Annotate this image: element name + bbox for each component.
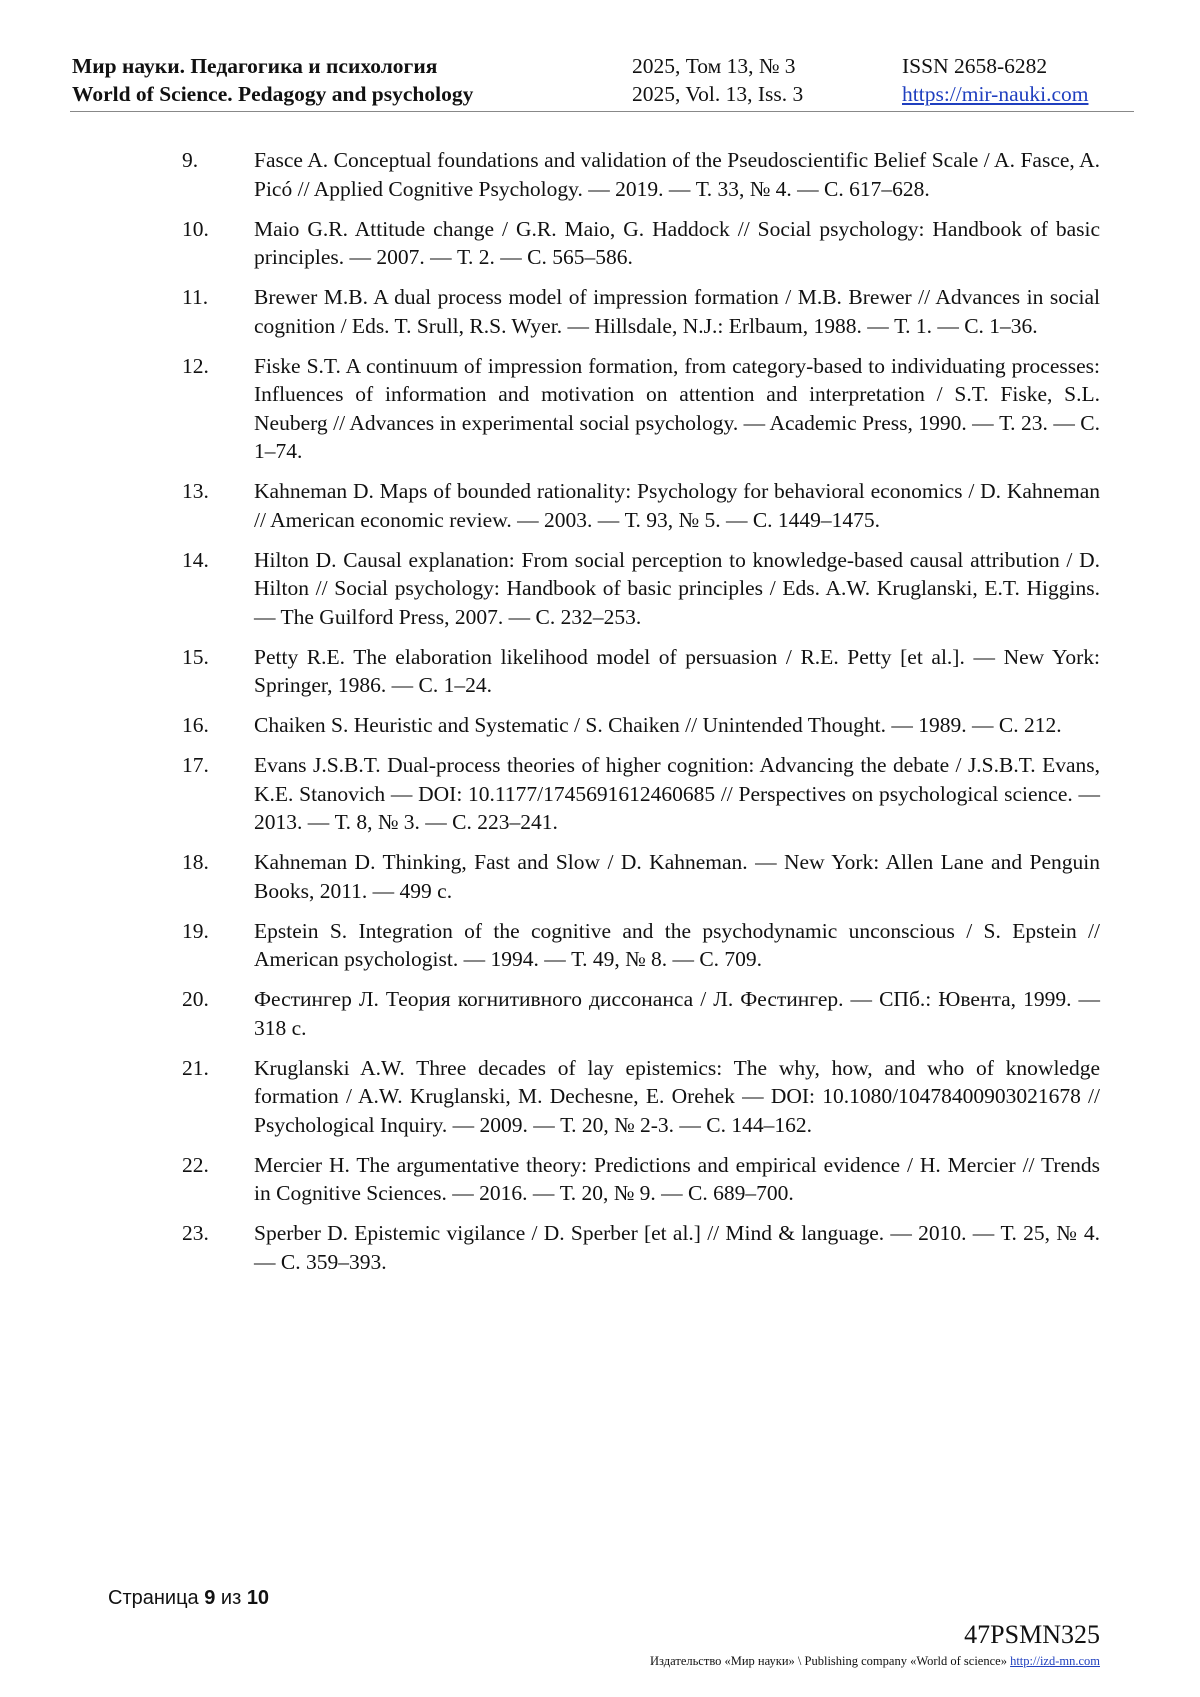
- publisher-text: Издательство «Мир науки» \ Publishing company «World of science»: [650, 1654, 1007, 1668]
- reference-item: [182, 711, 1100, 740]
- reference-text: Kahneman D. Thinking, Fast and Slow / D. Kahneman. — New York: Allen Lane and Penguin Books, 2011. — 499 с.: [254, 850, 1100, 903]
- reference-text: Kruglanski A.W. Three decades of lay epistemics: The why, how, and who of knowledge formation / A.W. Kruglanski, M. Dechesne, E. Orehek — DOI: 10.1080/10478400903021678 // Psychological Inquiry. — 2009. — Т. 20, № 2-3. — С. 144–162.: [254, 1055, 1100, 1137]
- reference-number: 11.: [182, 285, 209, 309]
- reference-text: Mercier H. The argumentative theory: Predictions and empirical evidence / H. Mercier // Trends in Cognitive Sciences. — 2016. — Т. 20, № 9. — С. 689–700.: [254, 1152, 1100, 1205]
- reference-list: [182, 146, 1100, 1288]
- issue-en: 2025, Vol. 13, Iss. 3: [632, 82, 804, 106]
- journal-title-en: World of Science. Pedagogy and psychology: [72, 82, 474, 106]
- reference-number: 22.: [182, 1152, 209, 1177]
- reference-text: Maio G.R. Attitude change / G.R. Maio, G. Haddock // Social psychology: Handbook of basic principles. — 2007. — Т. 2. — С. 565–586.: [254, 216, 1100, 269]
- reference-text: Kahneman D. Maps of bounded rationality: Psychology for behavioral economics / D. Kahneman // American economic review. — 2003. — Т. 93, № 5. — С. 1449–1475.: [254, 479, 1100, 532]
- reference-item: [182, 477, 1100, 534]
- article-code: 47PSMN325: [964, 1620, 1100, 1649]
- reference-item: [182, 643, 1100, 700]
- page-label: Страница: [108, 1587, 199, 1609]
- reference-item: [182, 215, 1100, 272]
- reference-text: Brewer M.B. A dual process model of impression formation / M.B. Brewer // Advances in social cognition / Eds. T. Srull, R.S. Wyer. — Hillsdale, N.J.: Erlbaum, 1988. — Т. 1. — С. 1–36.: [254, 285, 1100, 338]
- reference-number: 13.: [182, 479, 209, 503]
- reference-text: Evans J.S.B.T. Dual-process theories of higher cognition: Advancing the debate / J.S.B.T. Evans, K.E. Stanovich — DOI: 10.1177/1745691612460685 // Perspectives on psychological science. — 2013. — Т. 8, № 3. — С. 223–241.: [254, 753, 1100, 834]
- reference-text: Hilton D. Causal explanation: From social perception to knowledge-based causal attribution / D. Hilton // Social psychology: Handbook of basic principles / Eds. A.W. Kruglanski, E.T. Higgins. — The Guilford Press, 2007. — С. 232–253.: [254, 547, 1100, 629]
- reference-item: [182, 917, 1100, 974]
- reference-text: Фестингер Л. Теория когнитивного диссонанса / Л. Фестингер. — СПб.: Ювента, 1999. — 318 с.: [254, 987, 1100, 1040]
- reference-number: 19.: [182, 918, 209, 943]
- reference-text: Petty R.E. The elaboration likelihood model of persuasion / R.E. Petty [et al.]. — New York: Springer, 1986. — С. 1–24.: [254, 644, 1100, 697]
- journal-title-ru: Мир науки. Педагогика и психология: [72, 54, 438, 78]
- page-total: 10: [246, 1587, 270, 1609]
- reference-item: [182, 146, 1100, 203]
- page-of: из: [220, 1587, 242, 1609]
- reference-text: Epstein S. Integration of the cognitive and the psychodynamic unconscious / S. Epstein // American psychologist. — 1994. — Т. 49, № 8. — С. 709.: [254, 918, 1100, 971]
- reference-text: Fasce A. Conceptual foundations and validation of the Pseudoscientific Belief Scale / A. Fasce, A. Picó // Applied Cognitive Psychology. — 2019. — Т. 33, № 4. — С. 617–628.: [254, 148, 1100, 201]
- reference-number: 20.: [182, 987, 209, 1011]
- reference-text: Chaiken S. Heuristic and Systematic / S. Chaiken // Unintended Thought. — 1989. — С. 212.: [254, 713, 1062, 737]
- page-counter: [108, 1587, 269, 1610]
- reference-number: 16.: [182, 713, 209, 737]
- publisher-url-link[interactable]: http://izd-mn.com: [1010, 1654, 1100, 1668]
- reference-number: 18.: [182, 850, 209, 874]
- publisher-line: [650, 1654, 1100, 1668]
- reference-number: 12.: [182, 353, 209, 378]
- reference-number: 10.: [182, 216, 209, 241]
- reference-item: [182, 352, 1100, 466]
- reference-text: Sperber D. Epistemic vigilance / D. Sperber [et al.] // Mind & language. — 2010. — Т. 25, № 4. — С. 359–393.: [254, 1221, 1100, 1274]
- reference-item: [182, 848, 1100, 905]
- reference-item: [182, 283, 1100, 340]
- reference-number: 14.: [182, 547, 209, 572]
- reference-item: [182, 546, 1100, 632]
- reference-number: 9.: [182, 148, 199, 172]
- reference-item: [182, 1151, 1100, 1208]
- reference-item: [182, 985, 1100, 1042]
- reference-item: [182, 1054, 1100, 1140]
- reference-number: 15.: [182, 644, 209, 669]
- header-divider: [70, 111, 1134, 112]
- reference-text: Fiske S.T. A continuum of impression formation, from category-based to individuating processes: Influences of information and motivation on attention and interpretation / S.T. Fiske, S.L. Neuberg // Advances in experimental social psychology. — Academic Press, 1990. — Т. 23. — С. 1–74.: [254, 353, 1100, 463]
- page-current: 9: [204, 1587, 216, 1609]
- page-header: [72, 52, 1132, 108]
- reference-item: [182, 751, 1100, 837]
- reference-number: 17.: [182, 753, 209, 777]
- reference-item: [182, 1219, 1100, 1276]
- journal-url-link[interactable]: https://mir-nauki.com: [902, 82, 1089, 106]
- reference-number: 21.: [182, 1055, 209, 1080]
- issue-ru: 2025, Том 13, № 3: [632, 54, 796, 78]
- reference-number: 23.: [182, 1221, 209, 1245]
- issn: ISSN 2658-6282: [902, 54, 1048, 78]
